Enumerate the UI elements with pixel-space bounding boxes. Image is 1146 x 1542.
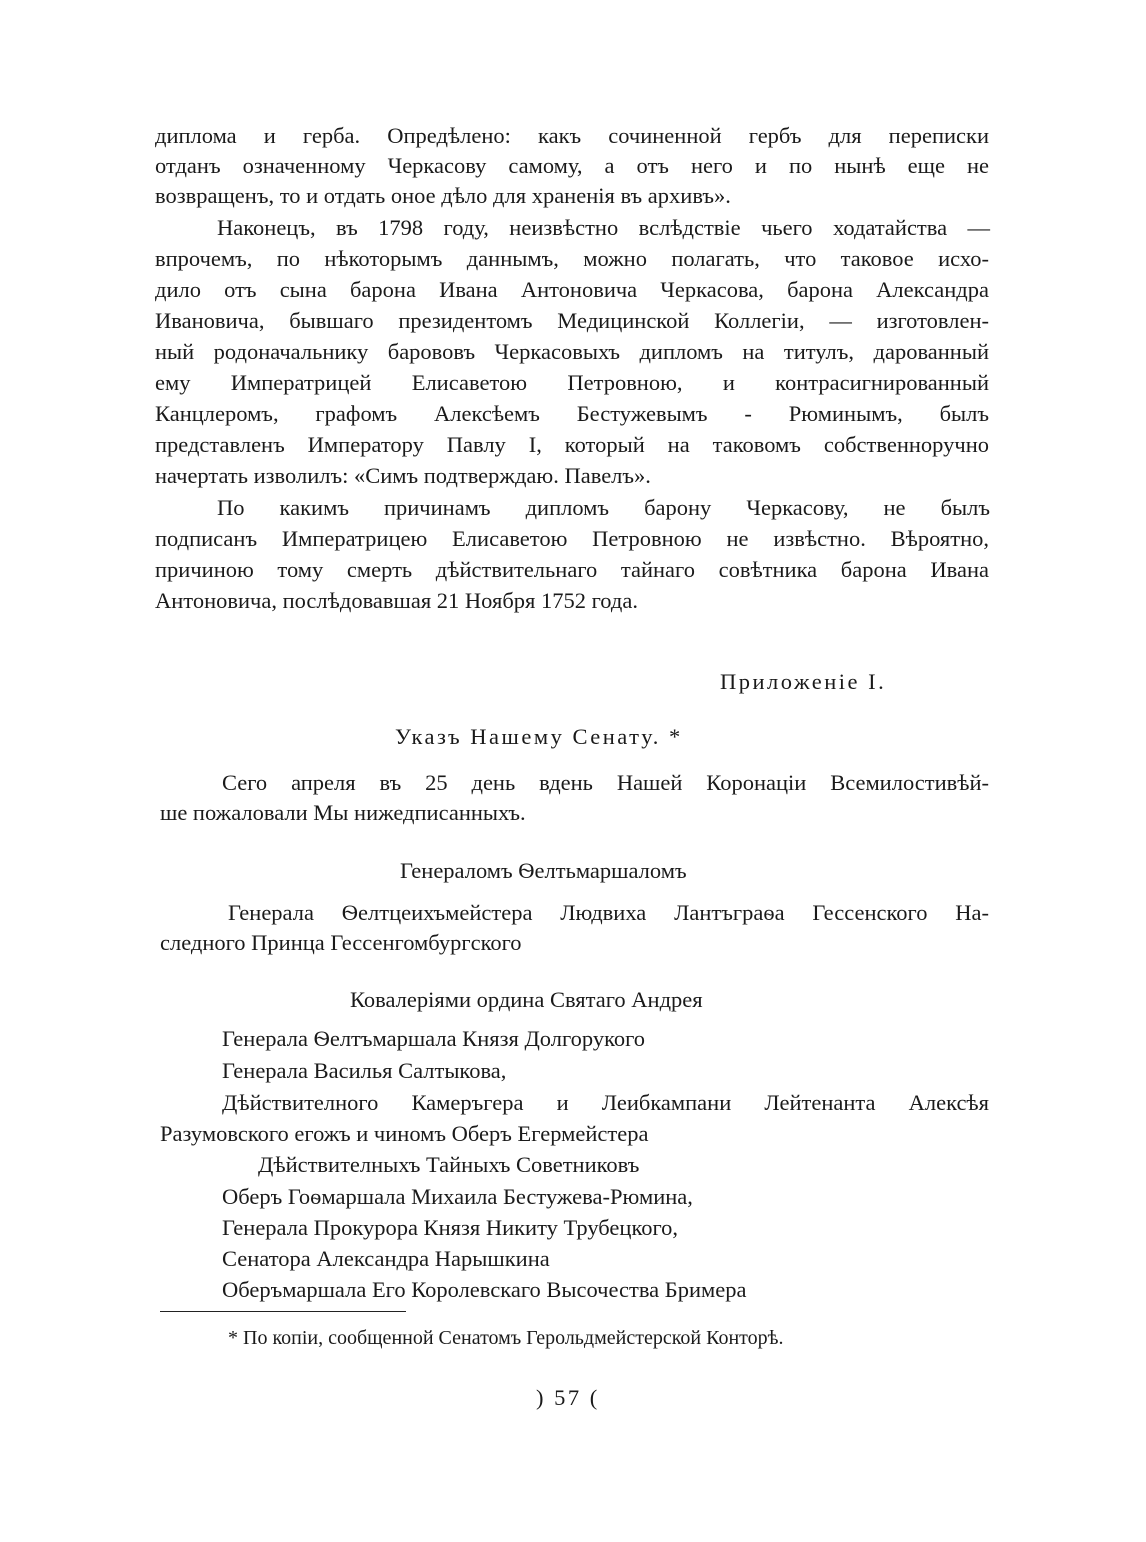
paragraph-3-line: причиною тому смерть дѣйствительнаго тайнаго совѣтника барона Ивана: [155, 557, 989, 582]
fieldmarshal-entry-line: следного Принца Гессенгомбургского: [160, 930, 522, 955]
paragraph-2-line: Наконецъ, въ 1798 году, неизвѣстно вслѣдствіе чьего ходатайства —: [217, 215, 990, 240]
appendix-heading: Приложеніе I.: [720, 669, 887, 694]
page-number: ) 57 (: [536, 1385, 600, 1410]
councillor-entry: Оберъ Гоѳмаршала Михаила Бестужева-Рюмина,: [222, 1184, 693, 1209]
decree-intro-line: ше пожаловали Мы нижедписанныхъ.: [160, 800, 526, 825]
paragraph-2-line: представленъ Императору Павлу I, который на таковомъ собственноручно: [155, 432, 989, 457]
section-heading-councillors: Дѣйствителныхъ Тайныхъ Советниковъ: [258, 1152, 640, 1177]
paragraph-1-line: возвращенъ, то и отдать оное дѣло для храненія въ архивъ».: [155, 183, 731, 208]
paragraph-1-line: отданъ означенному Черкасову самому, а отъ него и по нынѣ еще не: [155, 153, 989, 178]
footnote: * По копіи, сообщенной Сенатомъ Герольдмейстерской Конторѣ.: [228, 1327, 784, 1349]
cavalier-entry: Разумовского егожъ и чиномъ Оберъ Егермейстера: [160, 1121, 649, 1146]
decree-title: Указъ Нашему Сенату. *: [395, 724, 683, 749]
paragraph-3-line: подписанъ Императрицею Елисаветою Петровною не извѣстно. Вѣроятно,: [155, 526, 989, 551]
councillor-entry: Оберъмаршала Его Королевскаго Высочества Бримера: [222, 1277, 747, 1302]
section-heading-cavaliers: Ковалеріями ордина Святаго Андрея: [350, 987, 703, 1012]
paragraph-3-line: Антоновича, послѣдовавшая 21 Ноября 1752 года.: [155, 588, 638, 613]
paragraph-2-line: Канцлеромъ, графомъ Алексѣемъ Бестужевымъ - Рюминымъ, былъ: [155, 401, 989, 426]
cavalier-entry: Генерала Ѳелтъмаршала Князя Долгорукого: [222, 1026, 646, 1051]
cavalier-entry: Генерала Василья Салтыкова,: [222, 1058, 507, 1083]
paragraph-2-line: дило отъ сына барона Ивана Антоновича Черкасова, барона Александра: [155, 277, 989, 302]
paragraph-2-line: ему Императрицей Елисаветою Петровною, и контрасигнированный: [155, 370, 989, 395]
section-heading-fieldmarshal: Генераломъ Ѳелтьмаршаломъ: [400, 858, 687, 883]
councillor-entry: Генерала Прокурора Князя Никиту Трубецкого,: [222, 1215, 679, 1240]
paragraph-3-line: По какимъ причинамъ дипломъ барону Черкасову, не былъ: [217, 495, 990, 520]
paragraph-2-line: впрочемъ, по нѣкоторымъ даннымъ, можно полагать, что таковое исхо-: [155, 246, 989, 271]
paragraph-2-line: Ивановича, бывшаго президентомъ Медицинской Коллегіи, — изготовлен-: [155, 308, 989, 333]
paragraph-1-line: диплома и герба. Опредѣлено: какъ сочиненной гербъ для переписки: [155, 123, 989, 148]
cavalier-entry: Дѣйствителного Камеръгера и Леибкампани Лейтенанта Алексѣя: [222, 1090, 989, 1115]
paragraph-2-line: начертать изволилъ: «Симъ подтверждаю. Павелъ».: [155, 463, 651, 488]
paragraph-2-line: ный родоначальнику барововъ Черкасовыхъ дипломъ на титулъ, дарованный: [155, 339, 989, 364]
councillor-entry: Сенатора Александра Нарышкина: [222, 1246, 550, 1271]
fieldmarshal-entry-line: Генерала Ѳелтцеихъмейстера Людвиха Лантъграѳа Гессенского На-: [228, 900, 989, 925]
decree-intro-line: Сего апреля въ 25 день вдень Нашей Коронаціи Всемилостивѣй-: [222, 770, 989, 795]
footnote-rule: [160, 1311, 406, 1312]
